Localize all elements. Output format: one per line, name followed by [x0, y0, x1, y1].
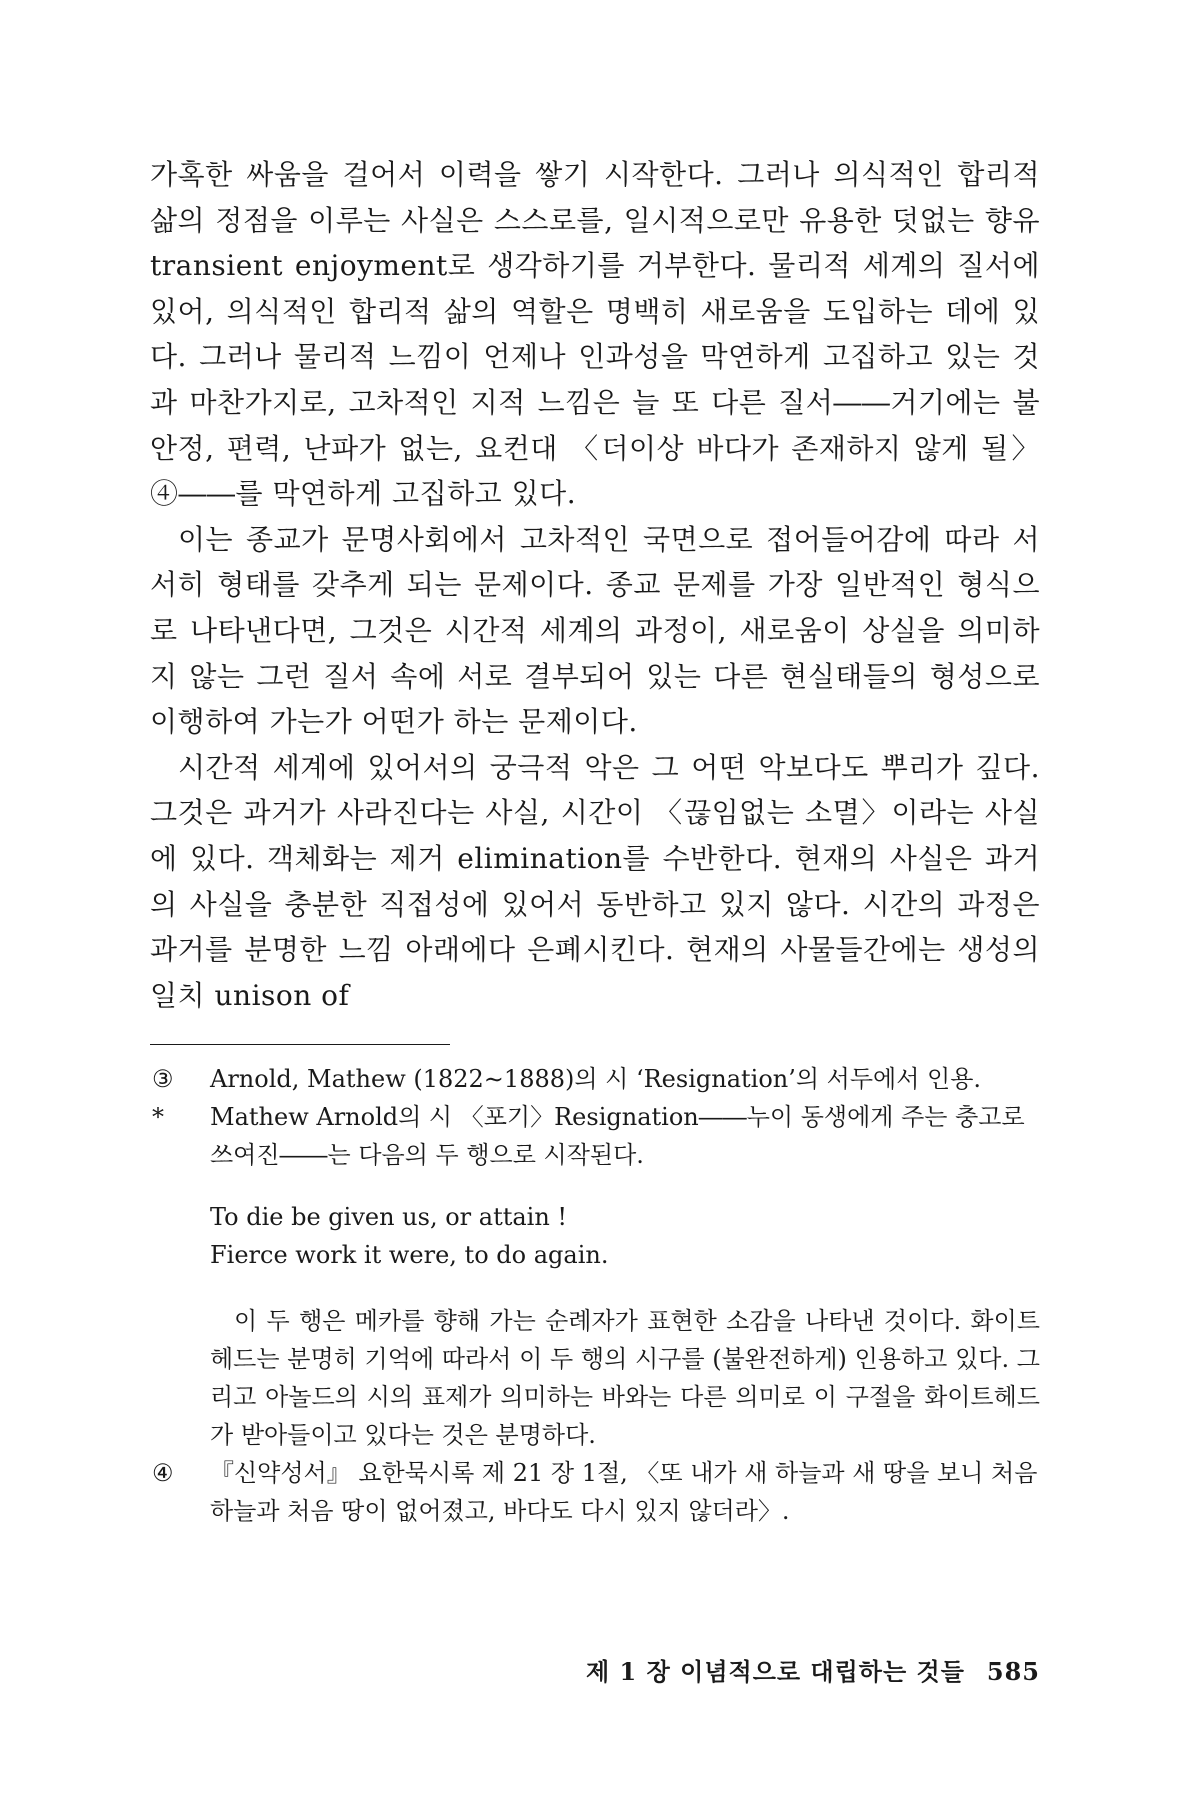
footnote-star-marker: *: [152, 1103, 164, 1131]
paragraph-1: 가혹한 싸움을 걸어서 이력을 쌓기 시작한다. 그러나 의식적인 합리적 삶의 정점을 이루는 사실은 스스로를, 일시적으로만 유용한 덧없는 향유 transient enjoyment로 생각하기를 거부한다. 물리적 세계의 질서에 있어, 의식적인 합리적 삶의 역할은 명백히 새로움을 도입하는 데에 있다. 그러나 물리적 느낌이 언제나 인과성을 막연하게 고집하고 있는 것과 마찬가지로, 고차적인 지적 느낌은 늘 또 다른 질서――거기에는 불안정, 편력, 난파가 없는, 요컨대 〈더이상 바다가 존재하지 않게 될〉④――를 막연하게 고집하고 있다.: [150, 158, 1040, 511]
page-number: 585: [986, 1657, 1040, 1686]
footnote-star: [150, 1098, 1040, 1454]
page-footer: [586, 1652, 1040, 1687]
footnotes: [150, 1060, 1040, 1530]
poem-line-2: Fierce work it were, to do again.: [210, 1241, 609, 1269]
paragraph-3: 시간적 세계에 있어서의 궁극적 악은 그 어떤 악보다도 뿌리가 깊다. 그것은 과거가 사라진다는 사실, 시간이 〈끊임없는 소멸〉이라는 사실에 있다. 객체화는 제거 elimination를 수반한다. 현재의 사실은 과거의 사실을 충분한 직접성에 있어서 동반하고 있지 않다. 시간의 과정은 과거를 분명한 느낌 아래에다 은폐시킨다. 현재의 사물들간에는 생성의 일치 unison of: [150, 750, 1040, 1012]
paragraph-2: 이는 종교가 문명사회에서 고차적인 국면으로 접어들어감에 따라 서서히 형태를 갖추게 되는 문제이다. 종교 문제를 가장 일반적인 형식으로 나타낸다면, 그것은 시간적 세계의 과정이, 새로움이 상실을 의미하지 않는 그런 질서 속에 서로 결부되어 있는 다른 현실태들의 형성으로 이행하여 가는가 어떤가 하는 문제이다.: [150, 522, 1040, 739]
poem-line-1: To die be given us, or attain !: [210, 1203, 568, 1231]
footnote-star-text: Mathew Arnold의 시 〈포기〉Resignation――누이 동생에게 주는 충고로 쓰여진――는 다음의 두 행으로 시작된다.: [210, 1103, 1025, 1169]
footnote-star-commentary: 이 두 행은 메카를 향해 가는 순례자가 표현한 소감을 나타낸 것이다. 화이트헤드는 분명히 기억에 따라서 이 두 행의 시구를 (불완전하게) 인용하고 있다. 그리고 아놀드의 시의 표제가 의미하는 바와는 다른 의미로 이 구절을 화이트헤드가 받아들이고 있다는 것은 분명하다.: [210, 1307, 1040, 1449]
footnote-4-text: 『신약성서』 요한묵시록 제 21 장 1절, 〈또 내가 새 하늘과 새 땅을 보니 처음 하늘과 처음 땅이 없어졌고, 바다도 다시 있지 않더라〉.: [210, 1459, 1038, 1525]
footnote-divider: [150, 1044, 450, 1045]
poem-quote: [210, 1198, 1040, 1274]
footnote-4: [150, 1454, 1040, 1530]
footnote-3-text: Arnold, Mathew (1822∼1888)의 시 ‘Resignation’의 서두에서 인용.: [210, 1065, 982, 1093]
running-chapter-title: 제 1 장 이념적으로 대립하는 것들: [586, 1657, 965, 1686]
footnote-4-marker: ④: [152, 1459, 174, 1487]
main-text: [150, 152, 1040, 1018]
footnote-3-marker: ③: [152, 1065, 174, 1093]
footnote-3: [150, 1060, 1040, 1098]
